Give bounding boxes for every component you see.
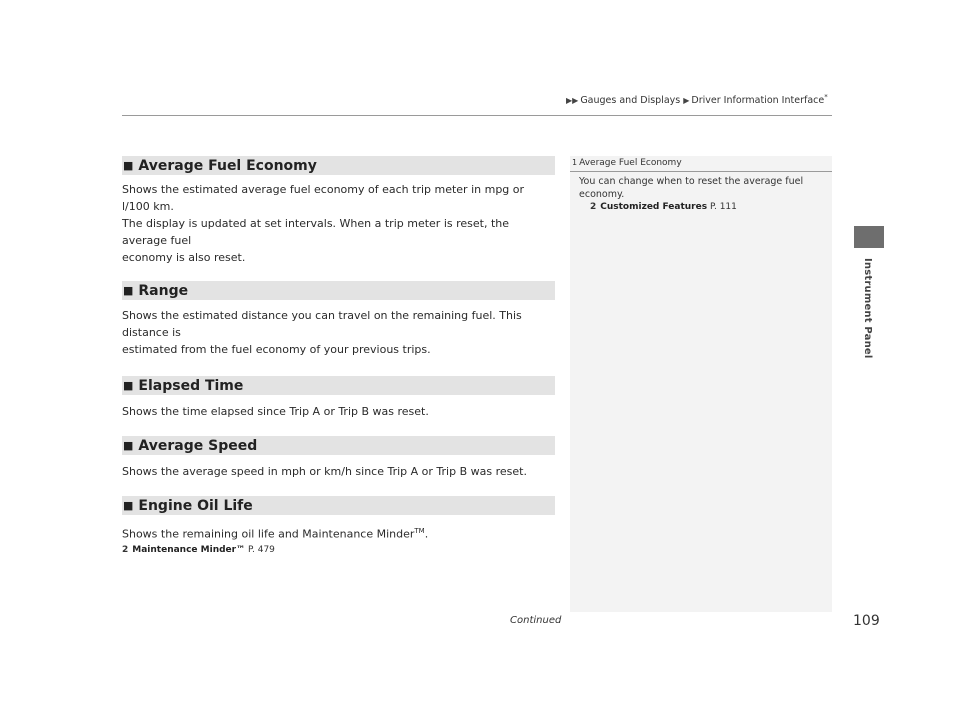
cross-reference-maintenance-minder[interactable] [122,545,555,555]
xref-page: P. 479 [247,544,275,555]
asterisk-mark: * [824,93,828,101]
section-heading-text: Elapsed Time [138,377,244,394]
section-body-average-fuel-economy [122,181,555,266]
note-index-icon: 1 [572,158,578,167]
body-line: estimated from the fuel economy of your previous trips. [122,343,431,356]
chapter-tab-marker [854,226,884,248]
body-line [122,523,555,543]
section-heading-text: Range [138,282,189,299]
note-line: economy. [579,189,625,200]
xref-title: Maintenance Minder™ [132,544,246,555]
square-bullet-icon: ■ [123,159,134,172]
body-line-text: Shows the remaining oil life and Maintenance Minder [122,527,415,541]
breadcrumb-item-gauges[interactable]: Gauges and Displays [580,95,681,107]
double-chevron-icon: ▶▶ [566,96,579,106]
square-bullet-icon: ■ [123,439,134,452]
section-heading-average-fuel-economy [122,156,555,175]
cross-reference-customized-features[interactable] [570,202,832,212]
body-line: Shows the average speed in mph or km/h since Trip A or Trip B was reset. [122,465,527,478]
section-heading-range [122,281,555,300]
reference-arrow-icon: 2 [590,202,597,212]
body-line: The display is updated at set intervals. When a trip meter is reset, the average fuel [122,217,510,247]
section-heading-engine-oil-life [122,496,555,515]
trademark-mark: TM [414,527,425,535]
note-line: You can change when to reset the average fuel [579,176,804,187]
sidebar-note-title [570,156,832,172]
body-line: Shows the time elapsed since Trip A or Trip B was reset. [122,405,429,418]
body-line-trail: . [424,527,429,541]
body-line: Shows the estimated distance you can travel on the remaining fuel. This distance is [122,309,522,339]
continued-label: Continued [510,615,562,626]
header-divider [122,115,832,116]
body-line: economy is also reset. [122,251,246,264]
page-number: 109 [853,613,880,629]
square-bullet-icon: ■ [123,499,134,512]
xref-title: Customized Features [600,202,708,212]
section-body-engine-oil-life [122,523,555,555]
section-heading-elapsed-time [122,376,555,395]
section-heading-average-speed [122,436,555,455]
section-body-elapsed-time [122,403,555,420]
section-heading-text: Average Speed [138,437,258,454]
xref-page: P. 111 [709,202,737,212]
main-content [122,156,555,555]
body-line: Shows the estimated average fuel economy of each trip meter in mpg or l/100 km. [122,183,525,213]
section-body-average-speed [122,463,555,480]
section-heading-text: Engine Oil Life [138,497,253,514]
square-bullet-icon: ■ [123,284,134,297]
reference-arrow-icon: 2 [122,544,129,555]
chapter-tab-label: Instrument Panel [862,258,873,359]
section-heading-text: Average Fuel Economy [138,157,317,174]
section-body-range [122,307,555,358]
breadcrumb [566,93,828,106]
breadcrumb-item-dii[interactable]: Driver Information Interface [691,95,825,107]
sidebar-note-text [570,172,832,201]
square-bullet-icon: ■ [123,379,134,392]
sidebar-note [570,156,832,612]
sidebar-note-title-text: Average Fuel Economy [579,158,682,168]
chevron-right-icon: ▶ [683,96,690,106]
